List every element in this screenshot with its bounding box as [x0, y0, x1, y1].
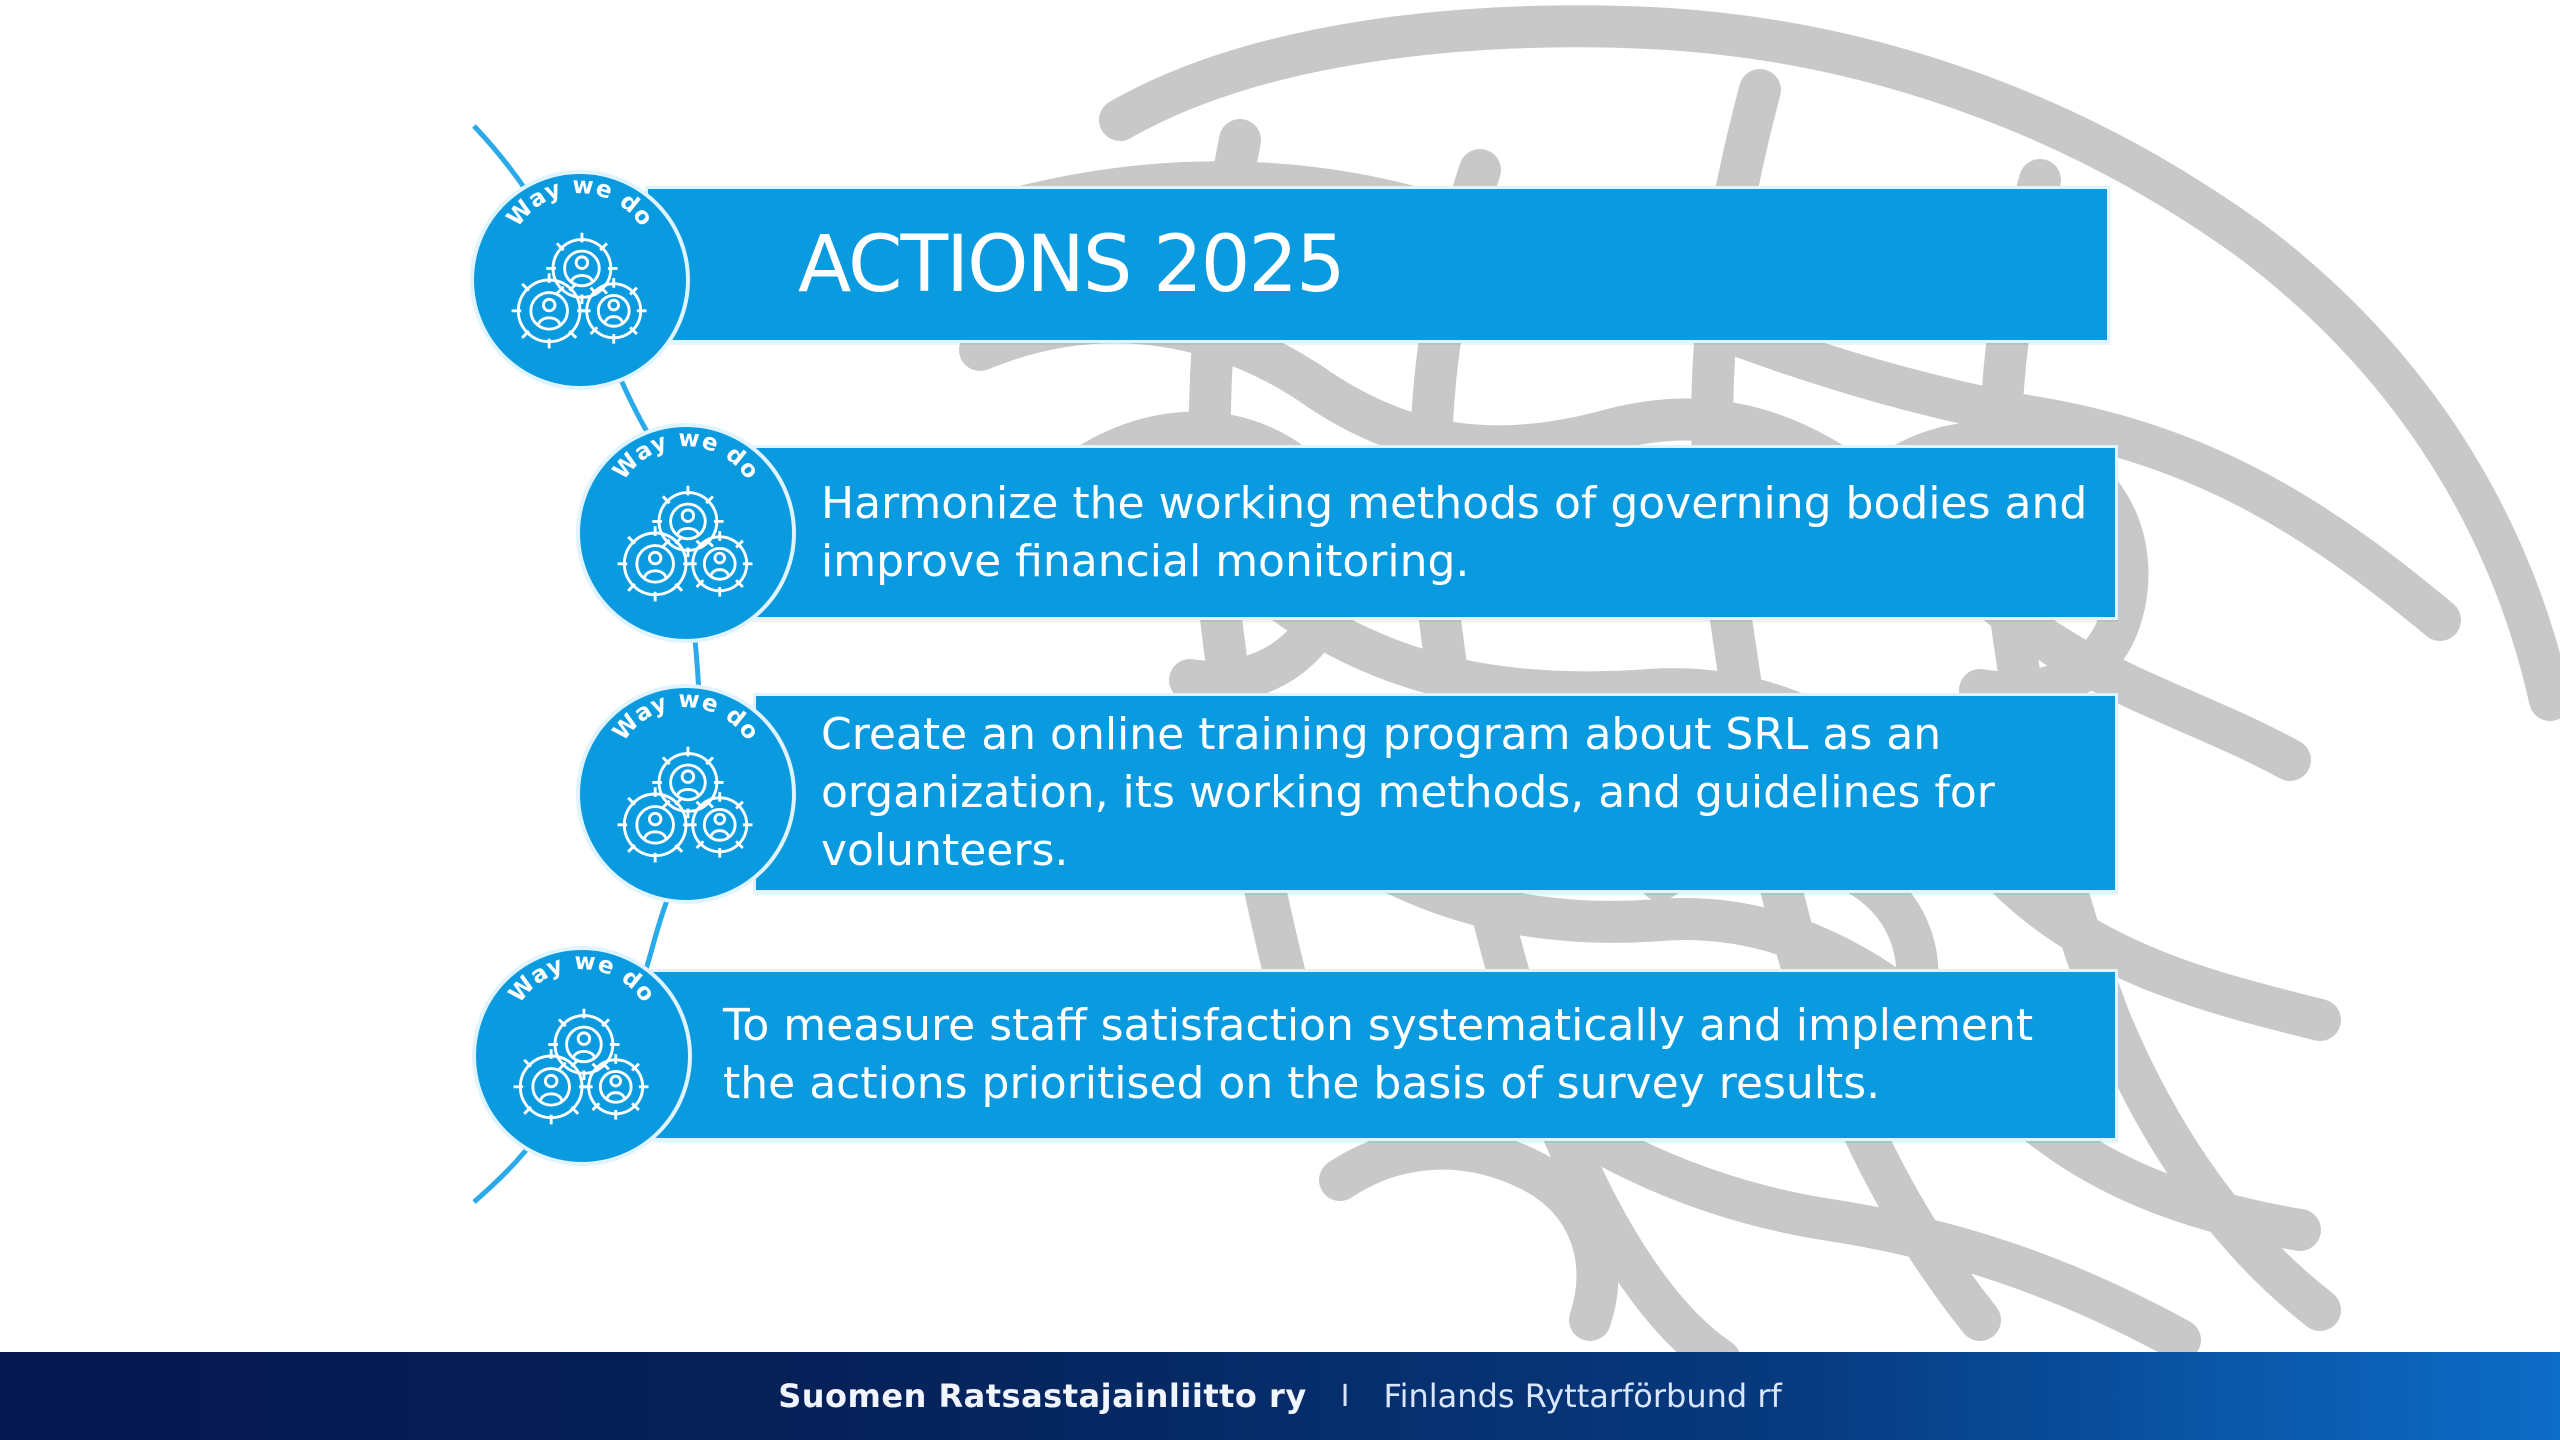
footer-left-text: Suomen Ratsastajainliitto ry: [778, 1377, 1307, 1415]
footer-right-text: Finlands Ryttarförbund rf: [1383, 1377, 1782, 1415]
way-we-do-badge-3: [576, 684, 796, 904]
gears-with-people-icon: [474, 174, 686, 386]
way-we-do-badge-4: [472, 946, 692, 1166]
way-we-do-badge-2: [576, 423, 796, 643]
footer-separator: I: [1340, 1378, 1350, 1414]
way-we-do-badge-1: [470, 170, 690, 390]
gears-with-people-icon: [580, 427, 792, 639]
action-item-3-text: To measure staff satisfaction systematically and implement the actions prioritised on the basis of survey results.: [723, 1000, 2034, 1109]
action-item-1: [753, 445, 2118, 620]
gears-with-people-icon: [580, 688, 792, 900]
action-item-1-text: Harmonize the working methods of governing bodies and improve financial monitoring.: [821, 477, 2088, 587]
badge-label: Way we do: [503, 950, 661, 1008]
badge-label: Way we do: [501, 174, 659, 232]
action-item-2: [753, 693, 2118, 893]
gears-with-people-icon: [476, 950, 688, 1162]
page-title: ACTIONS 2025: [798, 219, 1344, 310]
footer-bar: [0, 1352, 2560, 1440]
action-item-2-text: Create an online training program about SRL as an organization, its working methods, and guidelines for volunteers.: [821, 709, 1995, 876]
badge-label: Way we do: [607, 688, 765, 746]
badge-label: Way we do: [607, 427, 765, 485]
title-bar: [645, 186, 2110, 343]
action-item-3: [645, 969, 2118, 1141]
